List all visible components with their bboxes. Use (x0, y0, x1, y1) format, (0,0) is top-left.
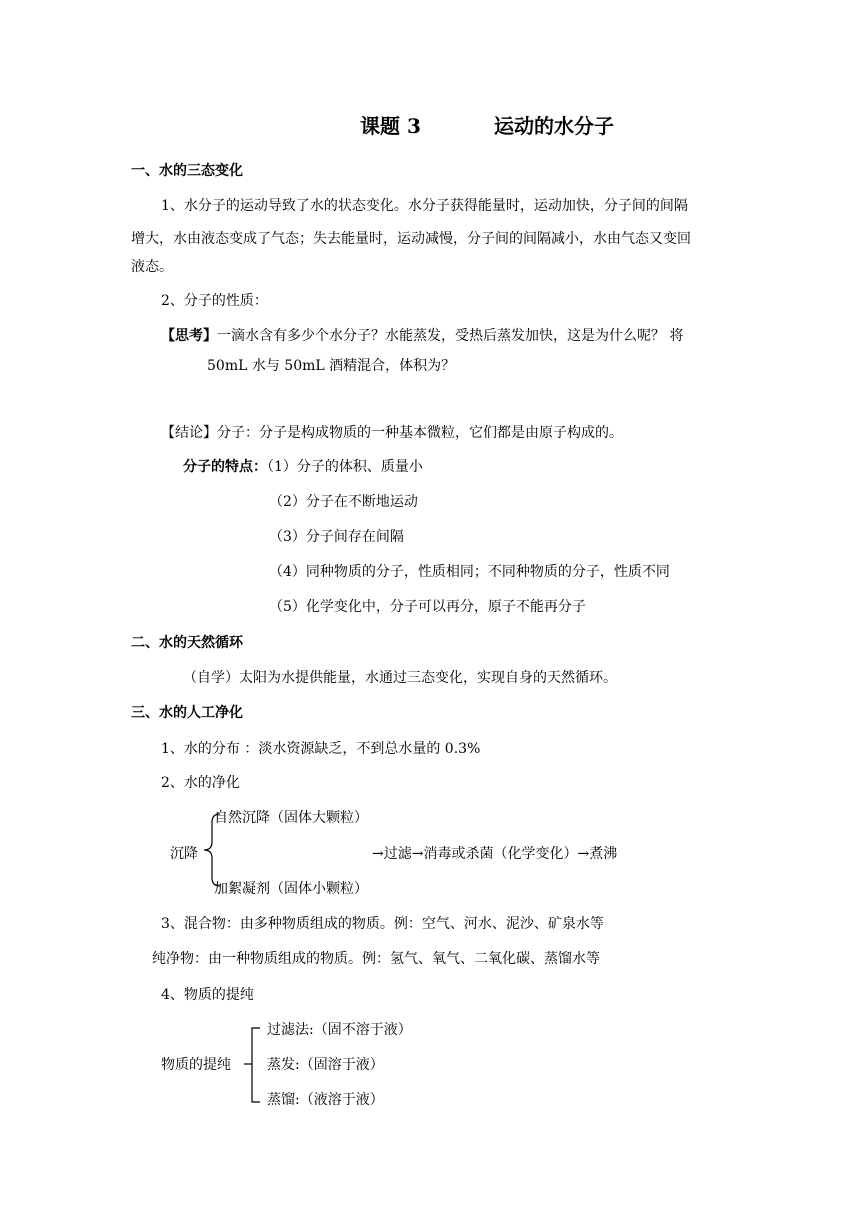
think-text: 一滴水含有多少个水分子？水能蒸发，受热后蒸发加快，这是为什么呢？ 将 (217, 328, 684, 344)
purification-chain: →过滤→消毒或杀菌（化学变化）→煮沸 (372, 846, 618, 862)
substance-purification-heading: 4、物质的提纯 (161, 987, 254, 1003)
purify-method: 蒸发:（固溶于液） (267, 1057, 384, 1073)
settle-label: 沉降 (170, 846, 198, 862)
conclusion-text: 【结论】分子：分子是构成物质的一种基本微粒，它们都是由原子构成的。 (161, 425, 623, 441)
subheading-molecule-properties: 2、分子的性质： (161, 293, 268, 309)
think-text-line2: 50mL 水与 50mL 酒精混合，体积为？ (207, 358, 456, 374)
settle-natural: 自然沉降（固体大颗粒） (214, 810, 368, 826)
features-label: 分子的特点： (183, 459, 267, 475)
mixture-definition: 3、混合物：由多种物质组成的物质。例：空气、河水、泥沙、矿泉水等 (161, 916, 604, 932)
page-title: 运动的水分子 (494, 114, 614, 138)
bracket-icon (240, 1026, 264, 1106)
curly-brace-icon (200, 812, 224, 888)
paragraph-line: 1、水分子的运动导致了水的状态变化。水分子获得能量时，运动加快，分子间的间隔 (161, 198, 688, 214)
purify-method: 过滤法:（固不溶于液） (267, 1022, 412, 1038)
section-heading-three-states: 一、水的三态变化 (131, 163, 243, 179)
feature-item: （1）分子的体积、质量小 (267, 459, 423, 475)
paragraph-line: 液态。 (131, 259, 173, 275)
section-heading-natural-cycle: 二、水的天然循环 (131, 635, 243, 651)
page-title-number: 课题 3 (360, 114, 421, 138)
paragraph-line: 增大，水由液态变成了气态；失去能量时，运动减慢，分子间的间隔减小，水由气态又变回 (131, 231, 691, 247)
think-label: 【思考】 (161, 328, 217, 344)
water-distribution: 1、水的分布 ：淡水资源缺乏，不到总水量的 0.3% (161, 741, 481, 757)
think-block (161, 327, 683, 345)
section-heading-purification: 三、水的人工净化 (131, 705, 243, 721)
features-row (183, 458, 423, 476)
purify-method: 蒸馏:（液溶于液） (267, 1092, 384, 1108)
paragraph-line: （自学）太阳为水提供能量，水通过三态变化，实现自身的天然循环。 (183, 670, 617, 686)
feature-item: （4）同种物质的分子，性质相同；不同种物质的分子，性质不同 (269, 564, 670, 580)
feature-item: （2）分子在不断地运动 (269, 494, 418, 510)
settle-flocculant: 加絮凝剂（固体小颗粒） (214, 881, 368, 897)
pure-substance-definition: 纯净物：由一种物质组成的物质。例：氢气、氧气、二氧化碳、蒸馏水等 (152, 951, 600, 967)
feature-item: （3）分子间存在间隔 (269, 529, 404, 545)
feature-item: （5）化学变化中，分子可以再分，原子不能再分子 (269, 599, 586, 615)
water-purification-heading: 2、水的净化 (161, 775, 240, 791)
purify-label: 物质的提纯 (161, 1057, 231, 1073)
